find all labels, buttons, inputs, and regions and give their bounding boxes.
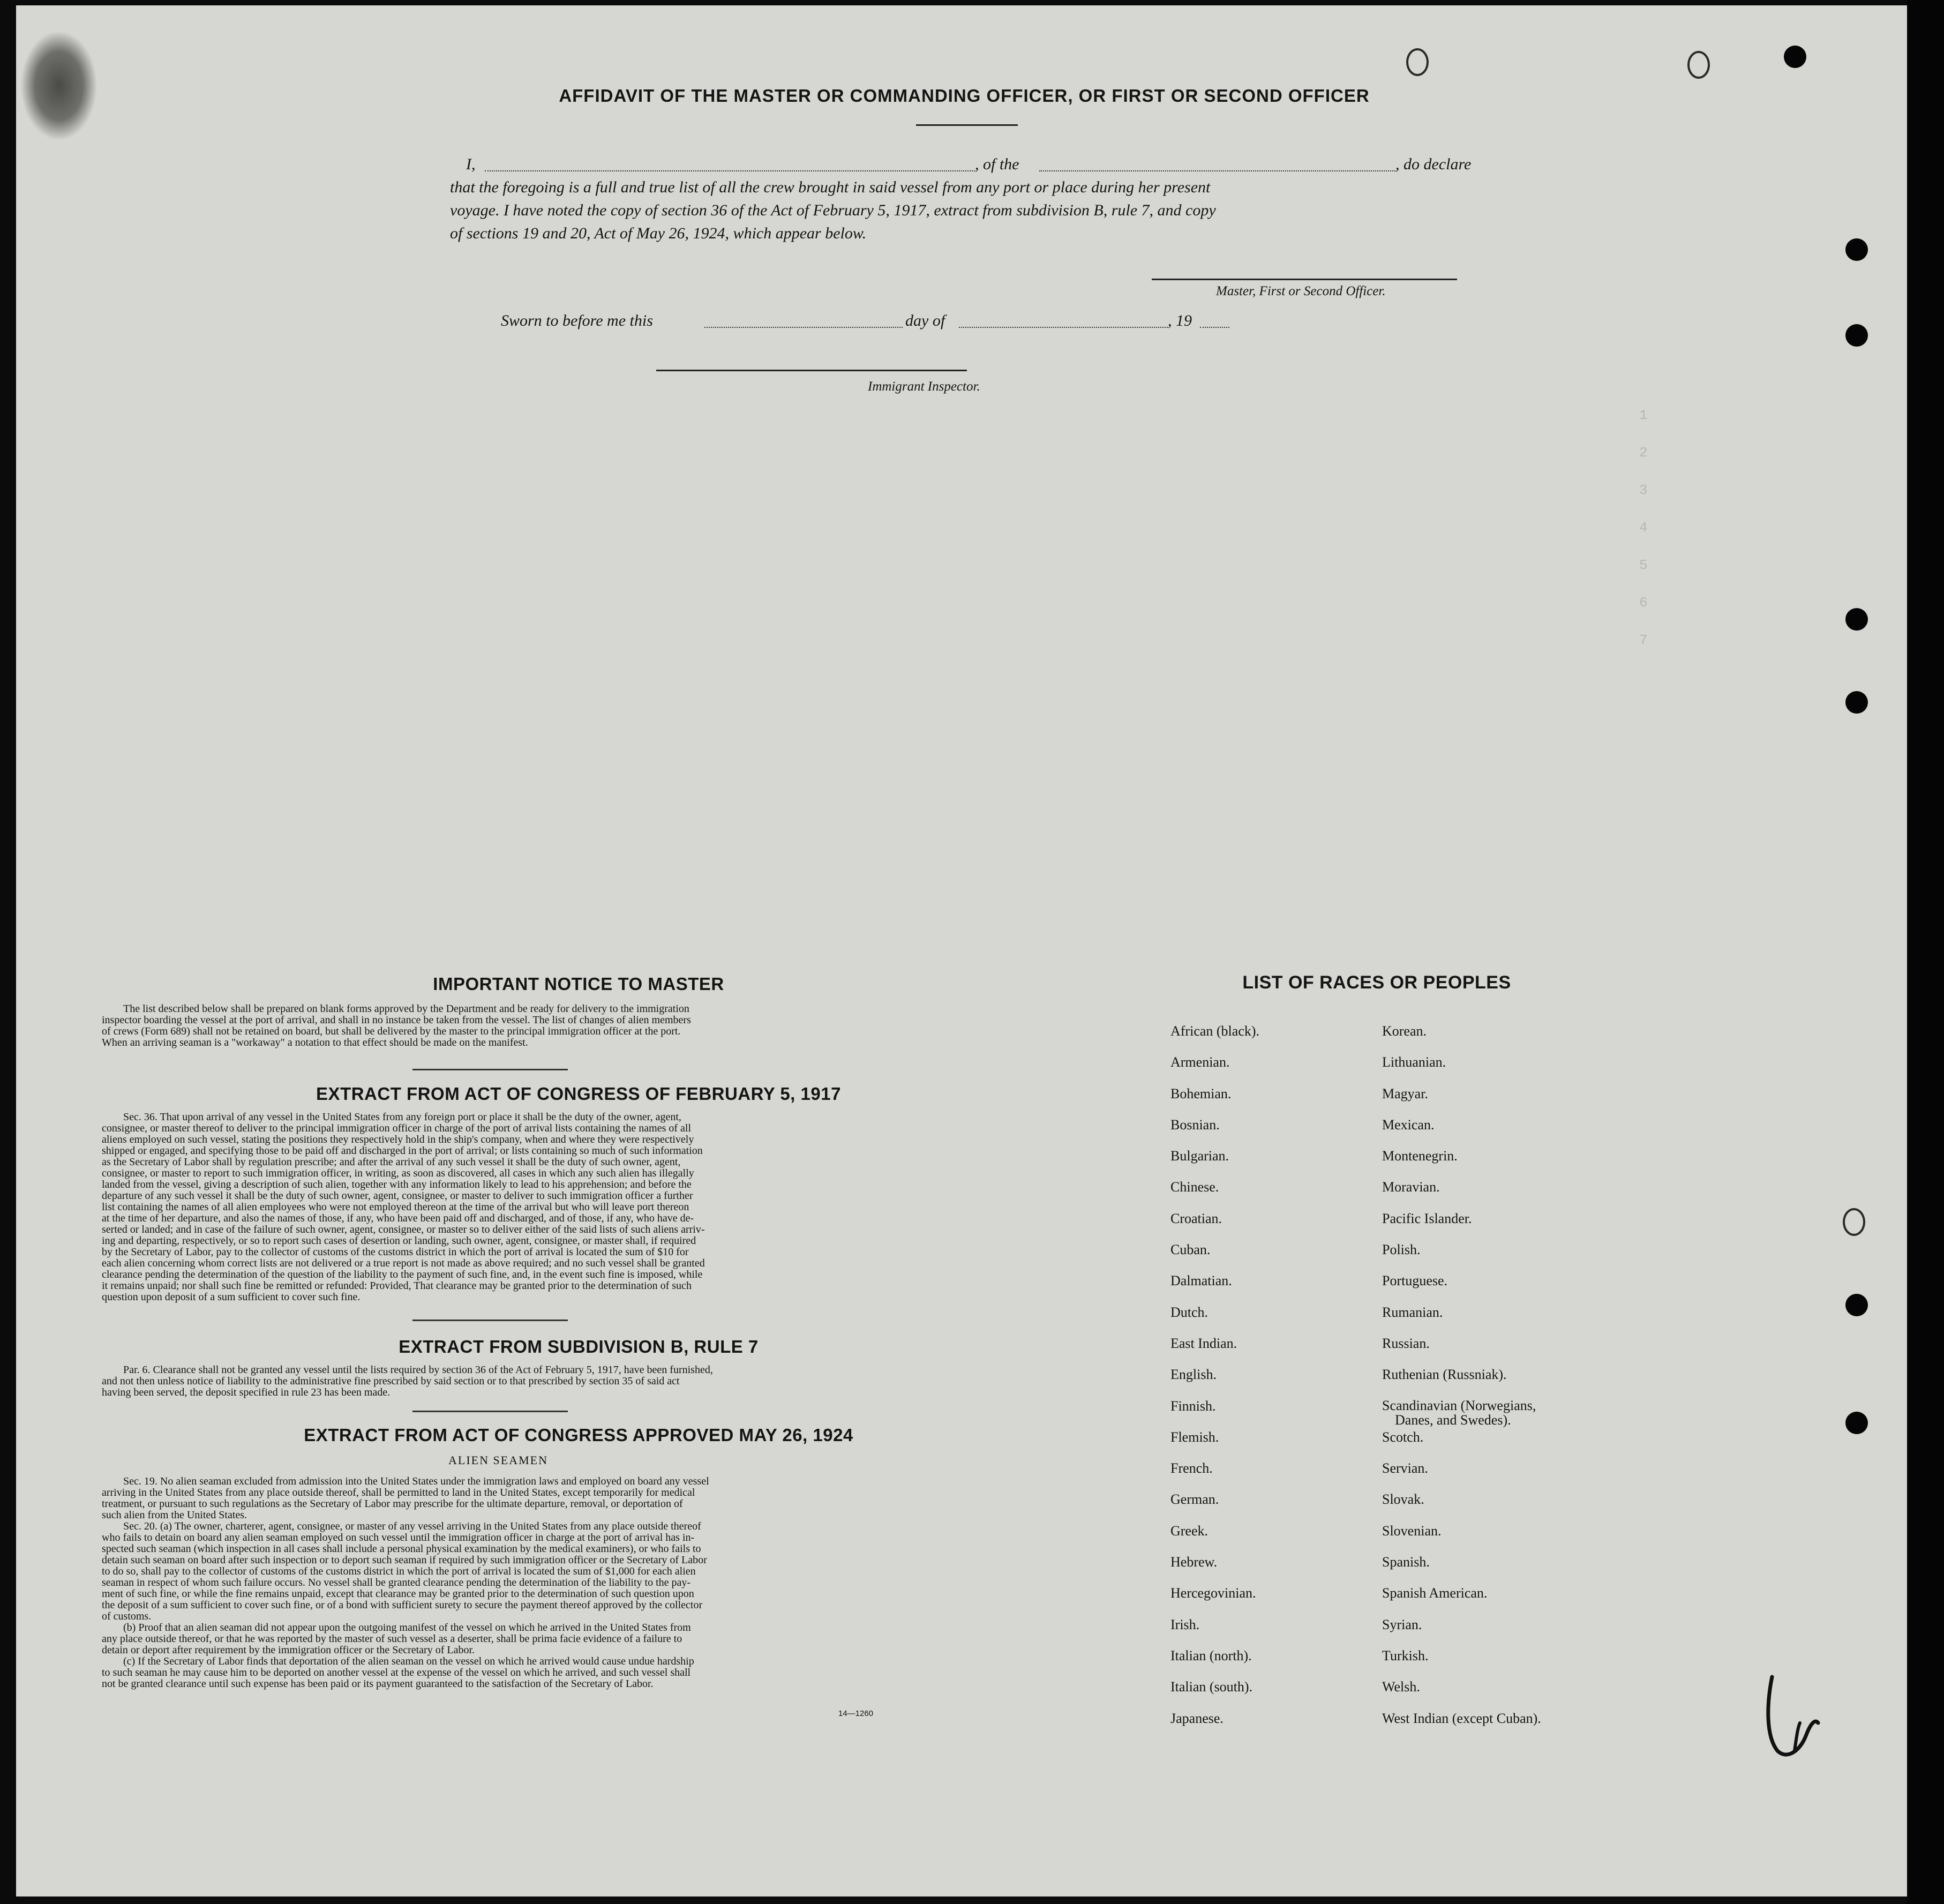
affidavit-of-the: , of the xyxy=(975,155,1019,173)
race-item: Chinese. xyxy=(1170,1179,1219,1195)
race-item: Turkish. xyxy=(1382,1647,1429,1663)
race-item: Spanish. xyxy=(1382,1554,1430,1570)
race-item: Irish. xyxy=(1170,1616,1200,1632)
extract-1917-line: consignee, or master to report to such immigration officer, in writing, as soon as discovered, all cases in which any such alien has illegally xyxy=(102,1167,694,1179)
extract-1924-line: detain such seaman on board after such inspection or to deport such seaman if required by such immigration officer or the Secretary of Labor xyxy=(102,1554,707,1566)
inspector-caption: Immigrant Inspector. xyxy=(868,379,980,394)
race-item: Polish. xyxy=(1382,1242,1421,1258)
extract-1917-text xyxy=(102,1112,905,1303)
handwritten-mark xyxy=(1762,1671,1821,1757)
extract-1924-line: of customs. xyxy=(102,1610,152,1622)
race-item: Hercegovinian. xyxy=(1170,1585,1256,1601)
extract-1917-line: it remains unpaid; nor shall such fine be remitted or refunded: Provided, That clearance may be granted prior to the determination of such xyxy=(102,1280,692,1292)
race-item: Korean. xyxy=(1382,1023,1427,1039)
race-item: Welsh. xyxy=(1382,1679,1420,1695)
extract-1917-line: by the Secretary of Labor, pay to the collector of customs of the customs district in which the port of arrival is located the sum of $10 for xyxy=(102,1246,689,1258)
sworn-prefix: Sworn to before me this xyxy=(501,312,653,329)
name-blank[interactable] xyxy=(485,170,975,171)
punch-hole xyxy=(1845,324,1868,347)
race-item: Armenian. xyxy=(1170,1054,1230,1070)
race-item: French. xyxy=(1170,1460,1213,1476)
race-item-scandinavian xyxy=(1382,1398,1639,1429)
punch-hole xyxy=(1845,238,1868,261)
race-item: Moravian. xyxy=(1382,1179,1440,1195)
section-divider xyxy=(412,1411,568,1412)
race-item: Magyar. xyxy=(1382,1085,1428,1101)
extract-1917-title: EXTRACT FROM ACT OF CONGRESS OF FEBRUARY 5, 1917 xyxy=(316,1084,841,1104)
extract-1924-line: treatment, or pursuant to such regulations as the Secretary of Labor may prescribe for the ultimate departure, removal, or deportation of xyxy=(102,1498,683,1510)
race-item: Japanese. xyxy=(1170,1710,1224,1726)
extract-1917-line: as the Secretary of Labor shall by regulation prescribe; and after the arrival of any such vessel it shall be the duty of such owner, agent, xyxy=(102,1156,681,1168)
notice-line: inspector boarding the vessel at the port of arrival, and shall in no instance be taken from the vessel. The list of changes of alien members xyxy=(102,1014,691,1026)
race-item: Bosnian. xyxy=(1170,1116,1220,1133)
race-item: English. xyxy=(1170,1367,1217,1383)
race-item: Bohemian. xyxy=(1170,1085,1232,1101)
extract-1924-line: Sec. 20. (a) The owner, charterer, agent, consignee, or master of any vessel arriving in the United States from any place outside thereof xyxy=(123,1520,701,1532)
rule7-text xyxy=(102,1365,905,1398)
extract-1924-line: Sec. 19. No alien seaman excluded from admission into the United States under the immigration laws and employed on board any vessel xyxy=(123,1475,709,1487)
race-item: Spanish American. xyxy=(1382,1585,1488,1601)
section-divider xyxy=(412,1320,568,1321)
extract-1917-line: departure of any such vessel it shall be the duty of such owner, agent, consignee, or master to deliver to such immigration officer a further xyxy=(102,1190,693,1202)
race-item: Russian. xyxy=(1382,1335,1430,1351)
extract-1924-line: to such seaman he may cause him to be deported on another vessel at the expense of the vessel on which he arrived, and such vessel shall xyxy=(102,1667,691,1678)
races-left-column xyxy=(1170,1023,1374,1742)
extract-1924-line: any place outside thereof, or that he was reported by the master of such vessel as a deserter, shall be prima facie evidence of a failure to xyxy=(102,1633,682,1645)
punch-hole xyxy=(1845,691,1868,714)
affidavit-body-line-2: that the foregoing is a full and true list of all the crew brought in said vessel from any port or place during her present xyxy=(450,178,1211,196)
race-item: Italian (north). xyxy=(1170,1647,1252,1663)
rule7-line: Par. 6. Clearance shall not be granted any vessel until the lists required by section 36 of the Act of February 5, 1917, have been furnished, xyxy=(123,1364,713,1376)
affidavit-body-line-3: voyage. I have noted the copy of section 36 of the Act of February 5, 1917, extract from subdivision B, rule 7, and copy xyxy=(450,201,1216,219)
punch-ring xyxy=(1843,1208,1865,1236)
race-item: Syrian. xyxy=(1382,1616,1422,1632)
vessel-blank[interactable] xyxy=(1039,170,1395,171)
form-number: 14—1260 xyxy=(838,1709,874,1718)
race-item: Greek. xyxy=(1170,1523,1209,1539)
rule7-line: having been served, the deposit specified in rule 23 has been made. xyxy=(102,1386,391,1398)
sheet-edge xyxy=(1907,0,1944,1904)
extract-1924-line: the deposit of a sum sufficient to cover such fine, or of a bond with sufficient surety to secure the payment thereof approved by the collector xyxy=(102,1599,703,1611)
race-item-continuation: Danes, and Swedes). xyxy=(1395,1412,1511,1428)
race-item: Servian. xyxy=(1382,1460,1428,1476)
extract-1924-line: spected such seaman (which inspection in all cases shall include a personal physical examination by the medical examiners), or who fails to xyxy=(102,1543,701,1555)
race-item: Flemish. xyxy=(1170,1429,1219,1445)
extract-1917-line: landed from the vessel, giving a description of such alien, together with any information likely to lead to his apprehension; and before the xyxy=(102,1179,692,1190)
notice-text xyxy=(102,1003,905,1048)
race-item: Pacific Islander. xyxy=(1382,1210,1472,1226)
affidavit-body-line-4: of sections 19 and 20, Act of May 26, 1924, which appear below. xyxy=(450,224,867,242)
punch-hole xyxy=(1784,46,1806,68)
race-item: Italian (south). xyxy=(1170,1679,1253,1695)
extract-1924-line: (b) Proof that an alien seaman did not appear upon the outgoing manifest of the vessel on which he arrived in the United States from xyxy=(123,1622,691,1633)
race-item: Portuguese. xyxy=(1382,1273,1448,1289)
punch-hole xyxy=(1845,608,1868,631)
sworn-year: , 19 xyxy=(1168,312,1192,329)
rule7-line: and not then unless notice of liability to the administrative fine prescribed by said section or to that prescribed by section 35 of said act xyxy=(102,1375,680,1387)
race-item: Rumanian. xyxy=(1382,1304,1443,1320)
corner-stain xyxy=(21,32,96,139)
inspector-signature-line[interactable] xyxy=(656,370,967,371)
race-item: Ruthenian (Russniak). xyxy=(1382,1367,1507,1383)
extract-1917-line: serted or landed; and in case of the failure of such owner, agent, consignee, or master so to deliver either of the said lists of such aliens arriv- xyxy=(102,1224,705,1235)
extract-1917-line: aliens employed on such vessel, stating the positions they respectively hold in the ship's company, when and where they were respectively xyxy=(102,1134,694,1145)
race-item: Bulgarian. xyxy=(1170,1148,1229,1164)
race-item: West Indian (except Cuban). xyxy=(1382,1710,1541,1726)
extract-1917-line: ing and departing, respectively, or so to report such cases of desertion or landing, such owner, agent, consignee, or master shall, if required xyxy=(102,1235,696,1247)
notice-line: The list described below shall be prepared on blank forms approved by the Department and be ready for delivery to the immigration xyxy=(123,1003,689,1015)
extract-1917-line: consignee, or master thereof to deliver to the principal immigration officer in charge of the port of arrival lists containing the names of all xyxy=(102,1122,692,1134)
punch-hole xyxy=(1845,1294,1868,1316)
races-title: LIST OF RACES OR PEOPLES xyxy=(1242,972,1511,993)
race-item: Cuban. xyxy=(1170,1242,1211,1258)
affidavit-title: AFFIDAVIT OF THE MASTER OR COMMANDING OFFICER, OR FIRST OR SECOND OFFICER xyxy=(559,86,1370,106)
extract-1917-line: at the time of her departure, and also the names of those, if any, who have been paid off and discharged, and of those, if any, who have de- xyxy=(102,1212,694,1224)
punch-ring xyxy=(1687,51,1710,79)
notice-line: When an arriving seaman is a "workaway" a notation to that effect should be made on the manifest. xyxy=(102,1037,528,1048)
extract-1917-line: list containing the names of all alien employees who were not employed thereon at the time of the arrival but who will leave port thereon xyxy=(102,1201,689,1213)
extract-1917-line: question upon deposit of a sum sufficient to cover such fine. xyxy=(102,1291,361,1303)
notice-title: IMPORTANT NOTICE TO MASTER xyxy=(433,974,724,994)
extract-1924-line: seaman in respect of whom such failure occurs. No vessel shall be granted clearance pending the determination of the liability to the pay- xyxy=(102,1577,691,1588)
extract-1924-line: arriving in the United States from any place outside thereof, shall be permitted to land in the United States, except temporarily for medical xyxy=(102,1487,695,1498)
extract-1924-title: EXTRACT FROM ACT OF CONGRESS APPROVED MAY 26, 1924 xyxy=(304,1425,853,1445)
master-signature-line[interactable] xyxy=(1152,279,1457,280)
affidavit-i: I, xyxy=(466,155,476,173)
race-item: Croatian. xyxy=(1170,1210,1222,1226)
race-item: Mexican. xyxy=(1382,1116,1435,1133)
extract-1924-line: to do so, shall pay to the collector of customs of the customs district in which the port of arrival is located the sum of $1,000 for each alien xyxy=(102,1565,696,1577)
race-item: Lithuanian. xyxy=(1382,1054,1446,1070)
sworn-year-blank[interactable] xyxy=(1200,327,1229,328)
title-rule xyxy=(916,124,1018,126)
notice-line: of crews (Form 689) shall not be retained on board, but shall be delivered by the master to the principal immigration officer at the port. xyxy=(102,1025,681,1037)
race-item: Hebrew. xyxy=(1170,1554,1218,1570)
punch-hole xyxy=(1845,1412,1868,1434)
extract-1924-text xyxy=(102,1476,905,1690)
alien-seamen-subtitle: ALIEN SEAMEN xyxy=(448,1453,548,1467)
race-item: Dalmatian. xyxy=(1170,1273,1232,1289)
races-right-column xyxy=(1382,1023,1639,1742)
extract-1924-line: such alien from the United States. xyxy=(102,1509,247,1521)
race-item: Slovak. xyxy=(1382,1491,1424,1508)
sworn-day-of: day of xyxy=(905,312,945,329)
race-item: Montenegrin. xyxy=(1382,1148,1458,1164)
extract-1924-line: (c) If the Secretary of Labor finds that deportation of the alien seaman on the vessel on which he arrived would cause undue hardship xyxy=(123,1655,694,1667)
race-item: Slovenian. xyxy=(1382,1523,1442,1539)
race-item: Scotch. xyxy=(1382,1429,1424,1445)
race-item: Finnish. xyxy=(1170,1398,1216,1414)
extract-1917-line: Sec. 36. That upon arrival of any vessel in the United States from any foreign port or place it shall be the duty of the owner, agent, xyxy=(123,1111,681,1123)
extract-1917-line: clearance pending the determination of the question of the liability to the payment of such fine, and, in the event such fine is imposed, while xyxy=(102,1269,703,1280)
extract-1924-line: who fails to detain on board any alien seaman employed on such vessel until the immigration officer in charge at the port of arrival has in- xyxy=(102,1532,695,1543)
extract-1917-line: shipped or engaged, and specifying those to be paid off and discharged in the port of arrival; or lists containing so much of such information xyxy=(102,1145,703,1157)
extract-1924-line: ment of such fine, or while the fine remains unpaid, except that clearance may be granted prior to the determination of such question upon xyxy=(102,1588,694,1600)
master-caption: Master, First or Second Officer. xyxy=(1216,284,1386,298)
extract-1924-line: detain or deport after requirement by the immigration officer or the Secretary of Labor. xyxy=(102,1644,475,1656)
race-item: African (black). xyxy=(1170,1023,1260,1039)
extract-1924-line: not be granted clearance until such expense has been paid or its payment guaranteed to the satisfaction of the Secretary of Labor. xyxy=(102,1678,654,1690)
race-item: East Indian. xyxy=(1170,1335,1237,1351)
extract-1917-line: each alien concerning whom correct lists are not delivered or a true report is not made as above required; and no such vessel shall be granted xyxy=(102,1257,705,1269)
sworn-day-blank[interactable] xyxy=(704,327,903,328)
race-item-text: Scandinavian (Norwegians, xyxy=(1382,1397,1536,1413)
punch-ring xyxy=(1406,48,1429,76)
rule7-title: EXTRACT FROM SUBDIVISION B, RULE 7 xyxy=(399,1337,759,1356)
race-item: German. xyxy=(1170,1491,1219,1508)
sworn-month-blank[interactable] xyxy=(959,327,1168,328)
section-divider xyxy=(412,1069,568,1070)
race-item: Dutch. xyxy=(1170,1304,1209,1320)
affidavit-declare: , do declare xyxy=(1395,155,1472,173)
